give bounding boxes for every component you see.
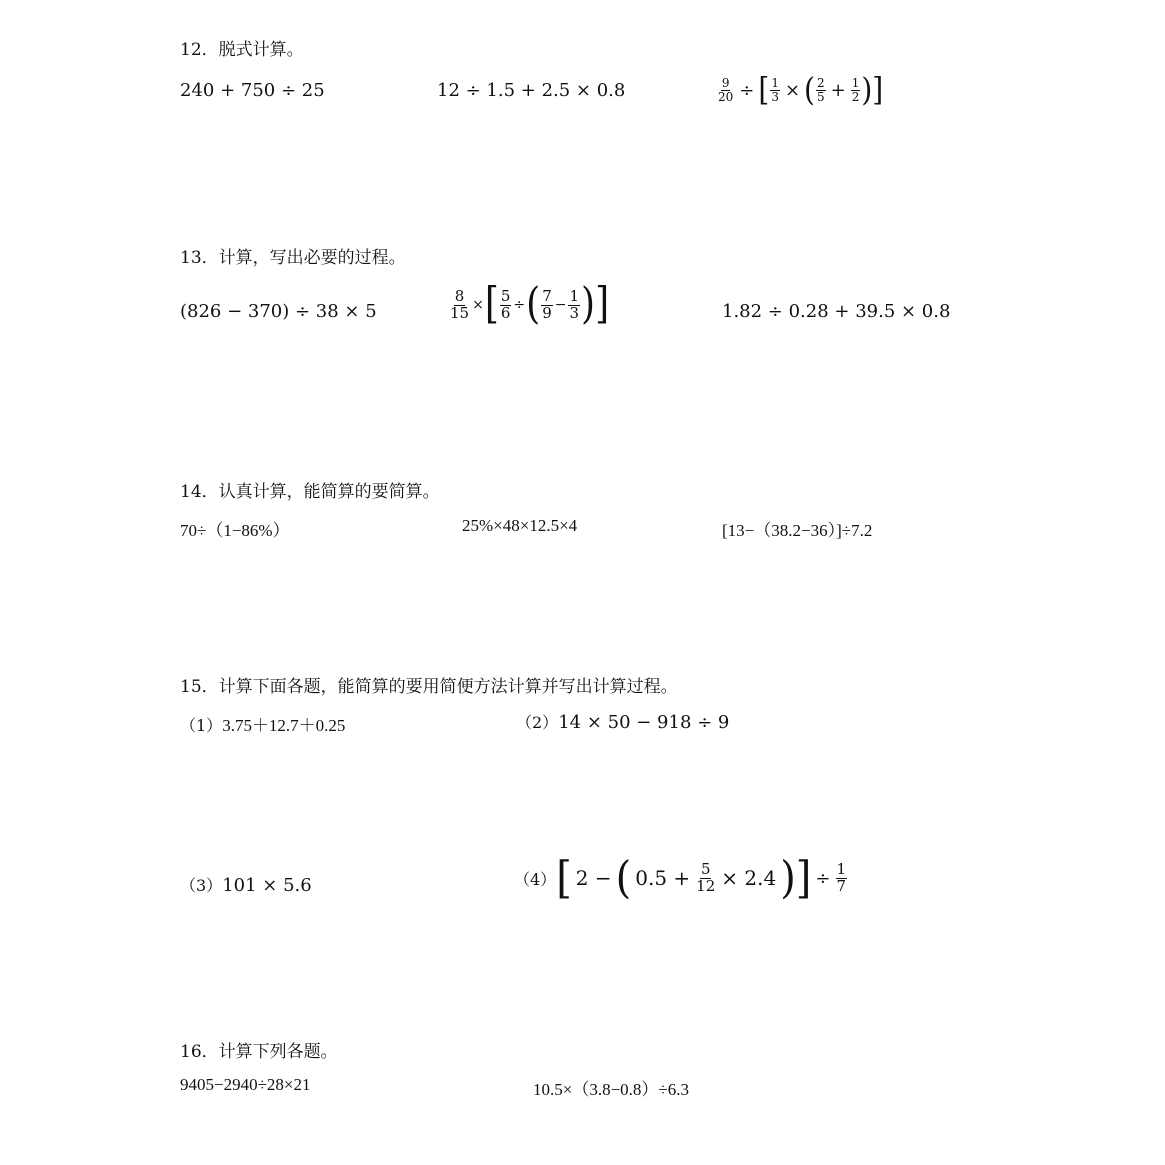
fraction: $\frac{5}{12}$ (696, 859, 716, 895)
fraction: $\frac{1}{3}$ (569, 287, 580, 322)
part-expression: 101 × 5.6 (222, 875, 312, 896)
fraction: $\frac{8}{15}$ (450, 287, 470, 322)
part-label: （4） (514, 869, 557, 889)
left-paren: ( (526, 280, 541, 330)
q16-expr-1: 9405−2940÷28×21 (180, 1075, 311, 1094)
right-bracket: ] (595, 280, 610, 330)
left-paren: ( (615, 852, 632, 904)
q15-part-3 (180, 873, 312, 896)
q14-expr-3: [13−（38.2−36）]÷7.2 (722, 521, 873, 540)
q14-expr-1: 70÷（1−86%） (180, 521, 290, 540)
q12-heading: 12．脱式计算。 (180, 40, 304, 60)
fraction: $\frac{1}{7}$ (836, 859, 847, 895)
q13-expr-1: (826 − 370) ÷ 38 × 5 (180, 301, 377, 322)
part-label: （1） (180, 716, 223, 735)
part-expression: 3.75＋12.7＋0.25 (222, 716, 346, 735)
fraction: $\frac{9}{20}$ (718, 76, 734, 104)
q16-expr-2: 10.5×（3.8−0.8）÷6.3 (533, 1080, 690, 1099)
q16-heading: 16．计算下列各题。 (180, 1042, 338, 1062)
left-paren: ( (804, 70, 815, 109)
fraction: $\frac{2}{5}$ (816, 76, 825, 104)
q15-part-4: （4） [ 2 − ( 0.5 + $\frac{5}{12}$ × 2.4 ) ] ÷ $\frac{1}{7}$ (514, 852, 847, 904)
fraction: $\frac{1}{3}$ (771, 76, 779, 104)
right-bracket: ] (795, 852, 812, 904)
right-paren: ) (581, 280, 596, 330)
q13-expr-2: $\frac{8}{15}$ × [ $\frac{5}{6}$ ÷ ( $\frac{7}{9}$ − $\frac{1}{3}$ ) ] (450, 280, 610, 330)
fraction: $\frac{7}{9}$ (542, 287, 552, 322)
part-expression: 14 × 50 − 918 ÷ 9 (558, 712, 730, 733)
q15-part-1 (180, 711, 345, 736)
q12-expr-1: 240 + 750 ÷ 25 (180, 80, 325, 101)
right-paren: ) (780, 852, 796, 904)
q13-expr-3: 1.82 ÷ 0.28 + 39.5 × 0.8 (722, 301, 951, 322)
right-bracket: ] (872, 70, 884, 109)
fraction: $\frac{5}{6}$ (500, 287, 511, 322)
part-label: （2） (516, 713, 559, 732)
left-bracket: [ (758, 70, 770, 109)
part-label: （3） (180, 876, 223, 895)
q15-part-2 (516, 710, 729, 733)
q13-heading: 13．计算，写出必要的过程。 (180, 248, 406, 268)
q15-heading: 15．计算下面各题，能简算的要用简便方法计算并写出计算过程。 (180, 677, 678, 697)
q14-expr-2: 25%×48×12.5×4 (462, 516, 578, 535)
right-paren: ) (861, 70, 873, 109)
left-bracket: [ (484, 280, 499, 330)
q12-expr-3: $\frac{9}{20}$ ÷ [ $\frac{1}{3}$ × ( $\frac{2}{5}$ + $\frac{1}{2}$ ) ] (718, 70, 884, 109)
left-bracket: [ (556, 852, 572, 904)
q14-heading: 14．认真计算，能简算的要简算。 (180, 482, 440, 502)
q12-expr-2: 12 ÷ 1.5 + 2.5 × 0.8 (437, 80, 626, 101)
fraction: $\frac{1}{2}$ (851, 76, 860, 104)
